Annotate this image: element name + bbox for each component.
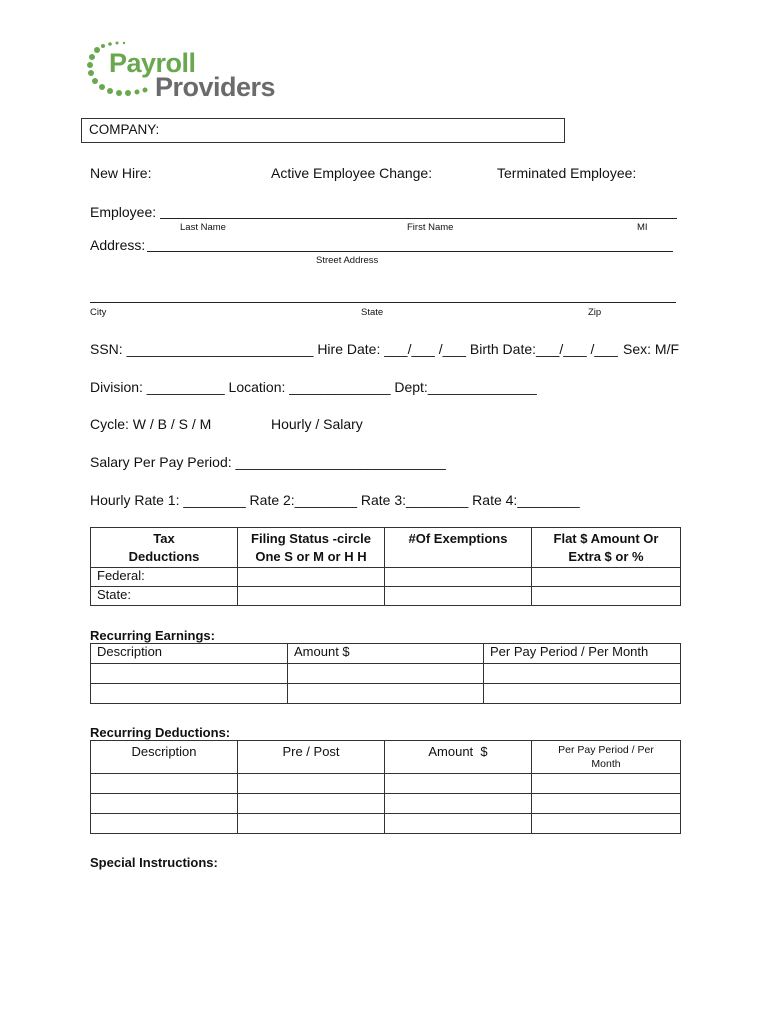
- earnings-cell[interactable]: [484, 684, 681, 704]
- deductions-period-header: Per Pay Period / Per Month: [532, 741, 681, 774]
- first-name-caption: First Name: [407, 222, 454, 233]
- state-exemptions-cell[interactable]: [385, 587, 532, 606]
- hourly-salary-field[interactable]: Hourly / Salary: [271, 416, 363, 432]
- company-label: COMPANY:: [89, 122, 160, 137]
- exemptions-header: #Of Exemptions: [385, 528, 532, 568]
- earnings-cell[interactable]: [288, 664, 484, 684]
- cycle-field[interactable]: Cycle: W / B / S / M: [90, 416, 212, 432]
- deductions-cell[interactable]: [238, 774, 385, 794]
- federal-label: Federal:: [91, 568, 238, 587]
- active-change-label[interactable]: Active Employee Change:: [271, 165, 433, 181]
- company-field[interactable]: [81, 118, 565, 143]
- deductions-table: [90, 740, 681, 834]
- federal-exemptions-cell[interactable]: [385, 568, 532, 587]
- deductions-prepost-header: Pre / Post: [238, 741, 385, 774]
- table-row: [91, 794, 681, 814]
- federal-flat-cell[interactable]: [532, 568, 681, 587]
- terminated-label[interactable]: Terminated Employee:: [497, 165, 637, 181]
- new-hire-label[interactable]: New Hire:: [90, 165, 152, 181]
- zip-caption: Zip: [588, 307, 602, 318]
- table-row: [91, 568, 681, 587]
- table-row: [91, 664, 681, 684]
- earnings-cell[interactable]: [91, 684, 288, 704]
- earnings-cell[interactable]: [484, 664, 681, 684]
- deductions-cell[interactable]: [91, 814, 238, 834]
- earnings-cell[interactable]: [288, 684, 484, 704]
- logo-line2: Providers: [155, 72, 276, 102]
- earnings-cell[interactable]: [91, 664, 288, 684]
- salary-per-pay-period-row[interactable]: Salary Per Pay Period: ___________________________: [90, 454, 446, 470]
- filing-status-header: Filing Status -circle One S or M or H H: [238, 528, 385, 568]
- table-row: [91, 684, 681, 704]
- deductions-cell[interactable]: [532, 814, 681, 834]
- street-address-line[interactable]: [147, 251, 673, 252]
- deductions-cell[interactable]: [385, 774, 532, 794]
- deductions-cell[interactable]: [91, 794, 238, 814]
- table-row: [91, 814, 681, 834]
- logo-line1: Payroll: [109, 48, 196, 78]
- city-state-zip-line[interactable]: [90, 302, 676, 303]
- deductions-cell[interactable]: [385, 794, 532, 814]
- state-label: State:: [91, 587, 238, 606]
- deductions-cell[interactable]: [238, 794, 385, 814]
- earnings-table: [90, 643, 681, 704]
- federal-filing-cell[interactable]: [238, 568, 385, 587]
- employee-label: Employee:: [90, 204, 157, 220]
- recurring-deductions-title: Recurring Deductions:: [90, 725, 231, 740]
- ssn-hire-birth-row[interactable]: SSN: ________________________ Hire Date: ___/___ /___ Birth Date:___/___ /___: [90, 341, 618, 357]
- state-caption: State: [361, 307, 384, 318]
- state-filing-cell[interactable]: [238, 587, 385, 606]
- street-address-caption: Street Address: [316, 255, 379, 266]
- deductions-description-header: Description: [91, 741, 238, 774]
- division-location-dept-row[interactable]: Division: __________ Location: _____________ Dept:______________: [90, 379, 537, 395]
- table-row: [91, 774, 681, 794]
- table-row: [91, 587, 681, 606]
- payroll-providers-logo: [85, 40, 290, 104]
- deductions-amount-header: Amount $: [385, 741, 532, 774]
- recurring-earnings-title: Recurring Earnings:: [90, 628, 215, 643]
- tax-deductions-header: Tax Deductions: [91, 528, 238, 568]
- address-label: Address:: [90, 237, 146, 253]
- flat-amount-header: Flat $ Amount Or Extra $ or %: [532, 528, 681, 568]
- mi-caption: MI: [637, 222, 648, 233]
- hourly-rates-row[interactable]: Hourly Rate 1: ________ Rate 2:________ Rate 3:________ Rate 4:________: [90, 492, 580, 508]
- deductions-cell[interactable]: [532, 774, 681, 794]
- deductions-cell[interactable]: [238, 814, 385, 834]
- sex-field[interactable]: Sex: M/F: [623, 341, 680, 357]
- deductions-cell[interactable]: [385, 814, 532, 834]
- deductions-cell[interactable]: [532, 794, 681, 814]
- city-caption: City: [90, 307, 107, 318]
- deductions-cell[interactable]: [91, 774, 238, 794]
- last-name-caption: Last Name: [180, 222, 226, 233]
- tax-table: [90, 527, 681, 606]
- earnings-period-header: Per Pay Period / Per Month: [484, 644, 681, 664]
- employee-name-line[interactable]: [160, 218, 677, 219]
- special-instructions-title: Special Instructions:: [90, 855, 218, 870]
- state-flat-cell[interactable]: [532, 587, 681, 606]
- earnings-description-header: Description: [91, 644, 288, 664]
- earnings-amount-header: Amount $: [288, 644, 484, 664]
